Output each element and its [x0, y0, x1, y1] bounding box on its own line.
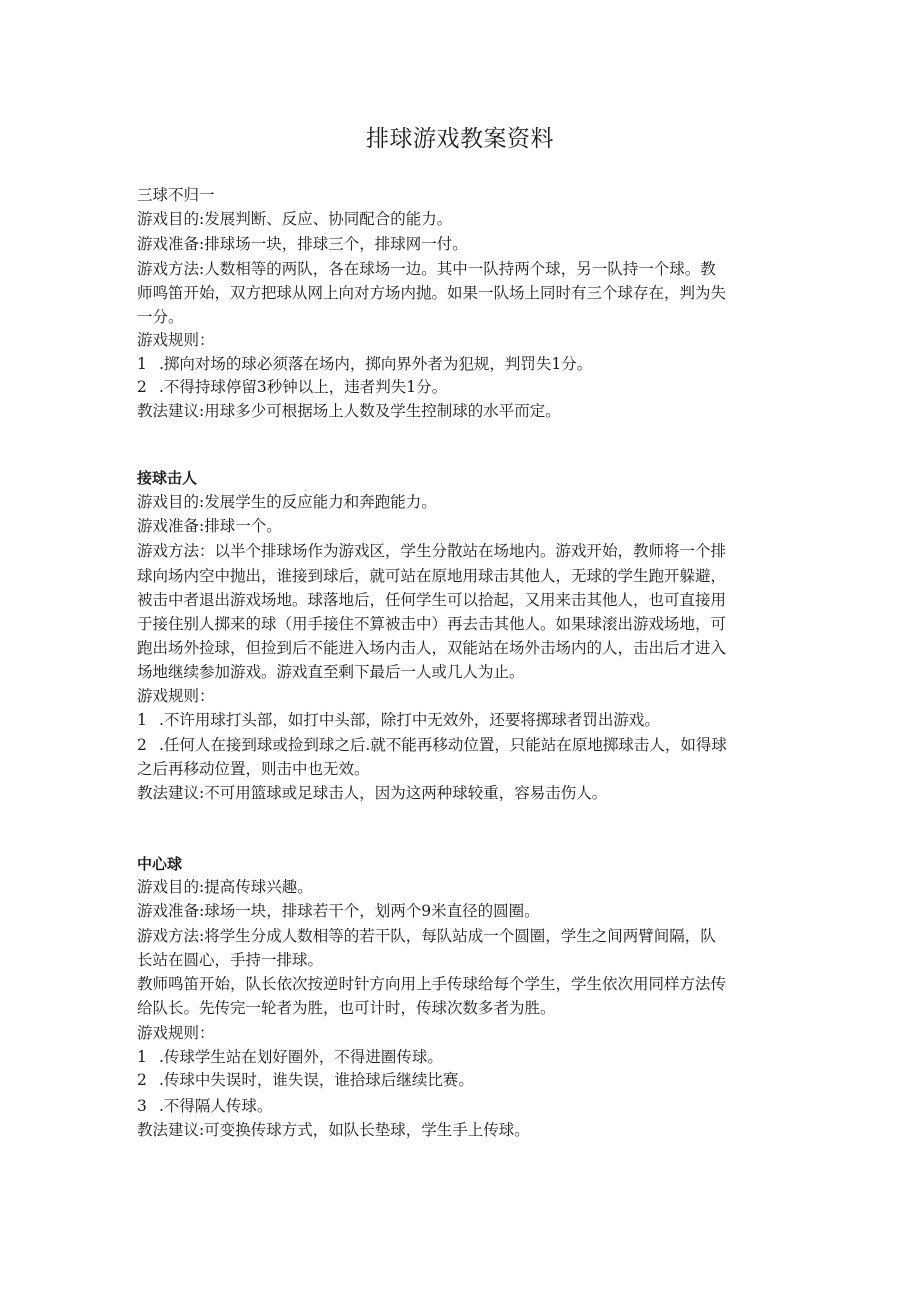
- game-rule-continuation: 之后再移动位置，则击中也无效。: [137, 760, 370, 778]
- game-method-line: 球向场内空中抛出，谁接到球后，就可站在原地用球击其他人，无球的学生跑开躲避，: [137, 567, 727, 585]
- rule-text: .传球中失误时，谁失误，谁拾球后继续比赛。: [159, 1071, 474, 1089]
- rule-number: 2: [137, 1071, 147, 1089]
- game-method-line: 一分。: [137, 308, 184, 326]
- game-method-line: 游戏方法:人数相等的两队，各在球场一边。其中一队持两个球，另一队持一个球。教: [137, 260, 716, 278]
- game-method-line: 长站在圆心，手持一排球。: [137, 951, 324, 969]
- game-method-line: 被击中者退出游戏场地。球落地后，任何学生可以拾起，又用来击其他人，也可直接用: [137, 591, 727, 609]
- rule-number: 1: [137, 711, 147, 729]
- rule-text: .不得持球停留3秒钟以上，违者判失1分。: [159, 378, 448, 396]
- section-heading: 三球不归一: [137, 186, 215, 204]
- game-preparation: 游戏准备:球场一块，排球若干个，划两个9米直径的圆圈。: [137, 902, 540, 920]
- game-method-line: 师鸣笛开始，双方把球从网上向对方场内抛。如果一队场上同时有三个球存在，判为失: [137, 284, 727, 302]
- rule-number: 1: [137, 355, 147, 373]
- rule-text: .不得隔人传球。: [159, 1097, 273, 1115]
- game-rule-item: [137, 708, 797, 732]
- teaching-advice: 教法建议:可变换传球方式，如队长垫球，学生手上传球。: [137, 1121, 530, 1139]
- game-rule-item: [137, 375, 797, 399]
- game-method-line: 场地继续参加游戏。游戏直至剩下最后一人或几人为止。: [137, 663, 525, 681]
- game-method-line: 给队长。先传完一轮者为胜，也可计时，传球次数多者为胜。: [137, 999, 556, 1017]
- game-rule-item: [137, 352, 797, 376]
- game-rule-item: [137, 1068, 797, 1092]
- document-title: 排球游戏教案资料: [366, 126, 554, 152]
- section-heading: 接球击人: [137, 469, 198, 487]
- game-preparation: 游戏准备:排球场一块，排球三个，排球网一付。: [137, 235, 468, 253]
- rule-text: .传球学生站在划好圈外，不得进圈传球。: [159, 1048, 443, 1066]
- game-rule-item: [137, 733, 797, 757]
- game-method-line: 于接住别人掷来的球（用手接住不算被击中）再去击其他人。如果球滚出游戏场地，可: [137, 615, 727, 633]
- rule-number: 1: [137, 1048, 147, 1066]
- rule-text: .掷向对场的球必须落在场内，掷向界外者为犯规，判罚失1分。: [159, 355, 593, 373]
- teaching-advice: 教法建议:不可用篮球或足球击人，因为这两种球较重，容易击伤人。: [137, 784, 608, 802]
- game-rule-item: [137, 1045, 797, 1069]
- section-heading: 中心球: [137, 855, 183, 873]
- game-method-line: 跑出场外捡球，但捡到后不能进入场内击人，双能站在场外击场内的人，击出后才进入: [137, 639, 727, 657]
- game-rules-label: 游戏规则：: [137, 1024, 215, 1042]
- game-method-line: 游戏方法：以半个排球场作为游戏区，学生分散站在场地内。游戏开始，教师将一个排: [137, 542, 727, 560]
- game-purpose: 游戏目的:发展判断、反应、协同配合的能力。: [137, 210, 453, 228]
- game-purpose: 游戏目的:提高传球兴趣。: [137, 878, 313, 896]
- game-preparation: 游戏准备:排球一个。: [137, 517, 282, 535]
- rule-number: 3: [137, 1097, 147, 1115]
- game-purpose: 游戏目的:发展学生的反应能力和奔跑能力。: [137, 493, 437, 511]
- game-rule-item: [137, 1094, 797, 1118]
- game-rules-label: 游戏规则：: [137, 331, 215, 349]
- rule-number: 2: [137, 378, 147, 396]
- rule-text: .任何人在接到球或捡到球之后.就不能再移动位置，只能站在原地掷球击人，如得球: [159, 736, 727, 754]
- game-method-line: 游戏方法:将学生分成人数相等的若干队，每队站成一个圆圈，学生之间两臂间隔，队: [137, 927, 716, 945]
- game-rules-label: 游戏规则：: [137, 687, 215, 705]
- rule-number: 2: [137, 736, 147, 754]
- teaching-advice: 教法建议:用球多少可根据场上人数及学生控制球的水平而定。: [137, 402, 561, 420]
- game-method-line: 教师鸣笛开始，队长依次按逆时针方向用上手传球给每个学生，学生依次用同样方法传: [137, 975, 727, 993]
- rule-text: .不许用球打头部，如打中头部，除打中无效外，还要将掷球者罚出游戏。: [159, 711, 660, 729]
